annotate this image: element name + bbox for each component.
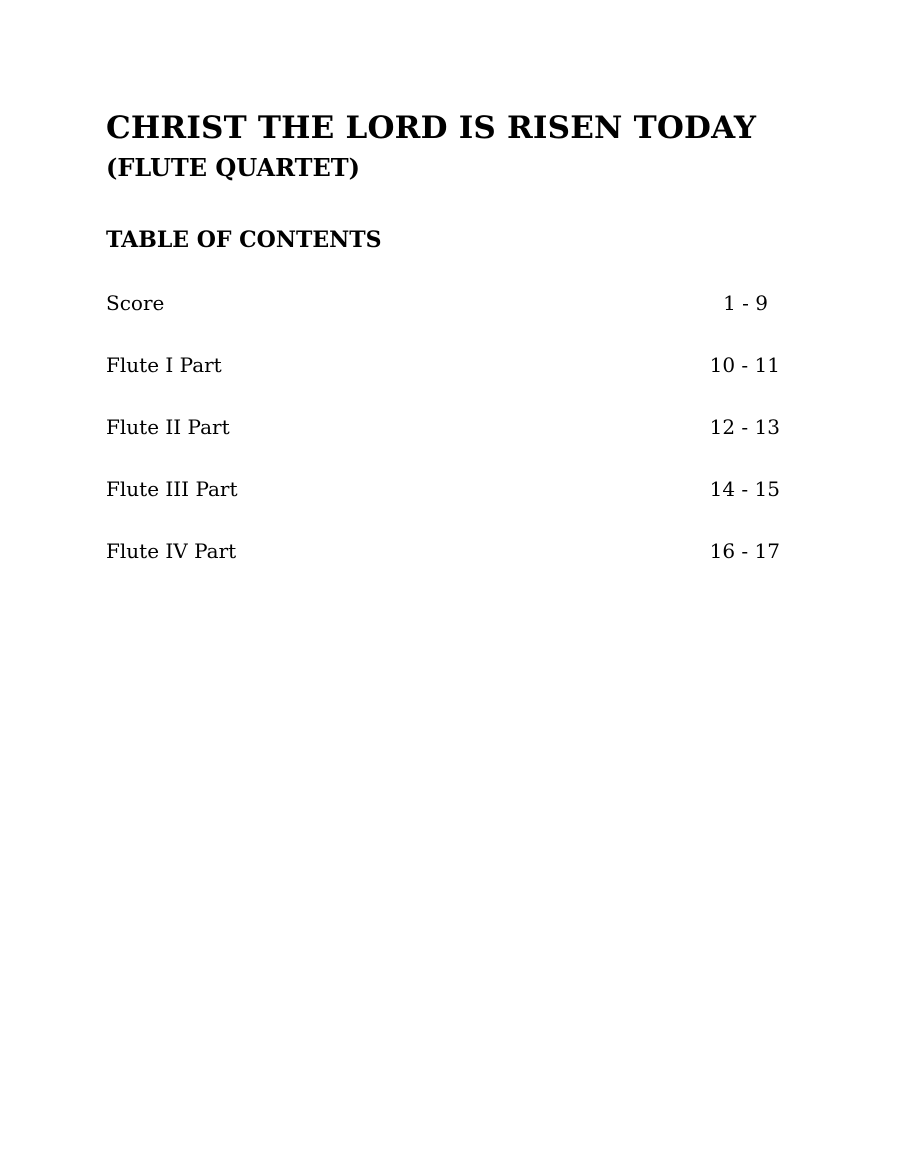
document-title: CHRIST THE LORD IS RISEN TODAY — [106, 110, 757, 146]
toc-entry-score — [106, 289, 780, 351]
toc-entry-pages: 16 - 17 — [709, 539, 780, 563]
toc-entry-flute-4 — [106, 537, 780, 599]
toc-entry-label: Flute III Part — [106, 477, 238, 501]
toc-entry-label: Score — [106, 291, 165, 315]
toc-entry-flute-3 — [106, 475, 780, 537]
toc-entry-flute-2 — [106, 413, 780, 475]
toc-entry-label: Flute IV Part — [106, 539, 237, 563]
document-subtitle: (FLUTE QUARTET) — [106, 153, 361, 182]
toc-entry-pages: 14 - 15 — [709, 477, 780, 501]
toc-heading: TABLE OF CONTENTS — [106, 227, 382, 253]
toc-entry-pages: 12 - 13 — [709, 415, 780, 439]
toc-entry-flute-1 — [106, 351, 780, 413]
toc-entry-pages: 1 - 9 — [723, 291, 768, 315]
table-of-contents — [106, 289, 780, 599]
toc-entry-label: Flute II Part — [106, 415, 230, 439]
toc-entry-pages: 10 - 11 — [709, 353, 780, 377]
toc-entry-label: Flute I Part — [106, 353, 222, 377]
